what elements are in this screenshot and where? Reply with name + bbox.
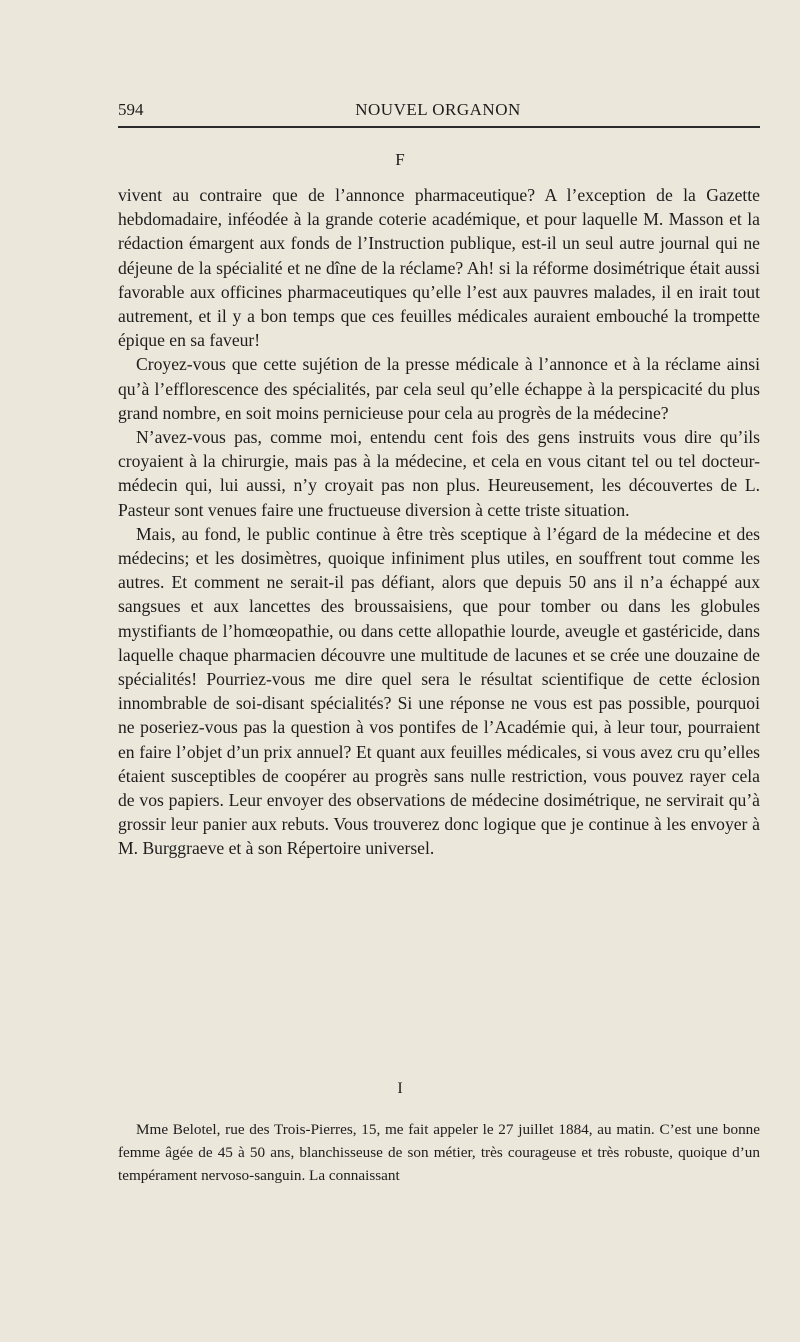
page-number: 594 [118, 100, 144, 119]
page-header [118, 100, 758, 124]
case-paragraph: Mme Belotel, rue des Trois-Pierres, 15, me fait appeler le 27 juillet 1884, au matin. C’est une bonne femme âgée de 45 à 50 ans, blanchisseuse de son métier, très courageuse et très robuste, quoique d’un tempérament nervoso-sanguin. La connaissant [118, 1121, 760, 1184]
paragraph-2: Croyez-vous que cette sujétion de la presse médicale à l’annonce et à la réclame ainsi qu’à l’efflorescence des spécialités, par cela seul qu’elle échappe à la perspicacité du plus grand nombre, en soit moins pernicieuse pour cela au progrès de la médecine? [118, 354, 760, 423]
case-text [118, 1118, 760, 1187]
paragraph-1: vivent au contraire que de l’annonce pharmaceutique? A l’exception de la Gazette hebdomadaire, inféodée à la grande coterie académique, et pour laquelle M. Masson et la rédaction émargent aux fonds de l’Instruction publique, est-il un seul autre journal qui ne déjeune de la spécialité et ne dîne de la réclame? Ah! si la réforme dosimétrique était aussi favorable aux officines pharmaceutiques qu’elle l’est aux pauvres malades, il en irait tout autrement, et il y a bon temps que ces feuilles médicales auraient embouché la trompette épique en sa faveur! [118, 185, 760, 351]
running-head: NOUVEL ORGANON [355, 100, 521, 119]
paragraph-4: Mais, au fond, le public continue à être très sceptique à l’égard de la médecine et des médecins; et les dosimètres, quoique infiniment plus utiles, en souffrent tout comme les autres. Et comment ne serait-il pas défiant, alors que depuis 50 ans il n’a échappé aux sangsues et aux lancettes des broussaisiens, que pour tomber ou dans les globules mystifiants de l’homœopathie, ou dans cette allopathie lourde, aveugle et gastéricide, dans laquelle chaque pharmacien découvre une multitude de lacunes et se crée une douzaine de spécialités! Pourriez-vous me dire quel sera le résultat scientifique de cette éclosion innombrable de soi-disant spécialités? Si une réponse ne vous est pas possible, pourquoi ne poseriez-vous pas la question à vos pontifes de l’Académie qui, à leur tour, pourraient en faire l’objet d’un prix annuel? Et quant aux feuilles médicales, si vous avez cru qu’elles étaient susceptibles de coopérer au progrès sans nulle restriction, vous pouvez rayer cela de vos papiers. Leur envoyer des observations de médecine dosimétrique, ne servirait qu’à grossir leur panier aux rebuts. Vous trouverez donc logique que je continue à les envoyer à M. Burggraeve et à son Répertoire universel. [118, 523, 760, 859]
section-heading-i: I [397, 1080, 403, 1097]
main-text [118, 183, 760, 861]
paragraph-3: N’avez-vous pas, comme moi, entendu cent fois des gens instruits vous dire qu’ils croyaient à la chirurgie, mais pas à la médecine, et cela en vous citant tel ou tel docteur-médecin qui, lui aussi, n’y croyait pas non plus. Heureusement, les découvertes de L. Pasteur sont venues faire une fructueuse diversion à cette triste situation. [118, 427, 760, 520]
section-letter: F [395, 150, 405, 169]
header-rule [118, 126, 760, 128]
